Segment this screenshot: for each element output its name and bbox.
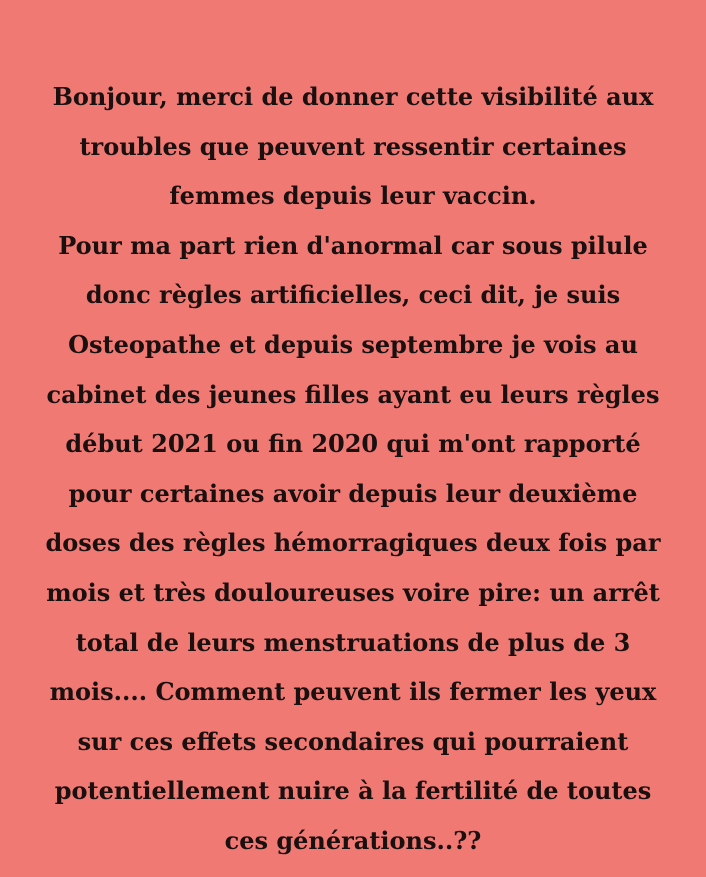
text-line: cabinet des jeunes filles ayant eu leurs règles [46, 379, 660, 409]
text-line: troubles que peuvent ressentir certaines [79, 131, 627, 161]
text-line: donc règles artificielles, ceci dit, je suis [85, 280, 621, 310]
text-line: pour certaines avoir depuis leur deuxième [68, 478, 638, 508]
text-line: Bonjour, merci de donner cette visibilité aux [52, 82, 654, 111]
text-line: sur ces effets secondaires qui pourraient [77, 726, 629, 756]
text-line: ces générations..?? [224, 825, 482, 855]
text-line: début 2021 ou fin 2020 qui m'ont rapporté [65, 429, 641, 459]
text-line: Pour ma part rien d'anormal car sous pilule [58, 230, 648, 260]
text-line: mois.... Comment peuvent ils fermer les yeux [49, 677, 657, 707]
text-line: Osteopathe et depuis septembre je vois au [68, 329, 638, 359]
text-line: potentiellement nuire à la fertilité de toutes [54, 776, 652, 806]
testimonial-text [0, 72, 706, 866]
text-line: femmes depuis leur vaccin. [169, 181, 537, 211]
text-line: total de leurs menstruations de plus de 3 [75, 627, 631, 657]
text-line: doses des règles hémorragiques deux fois par [45, 528, 661, 558]
text-line: mois et très douloureuses voire pire: un arrêt [46, 577, 660, 607]
